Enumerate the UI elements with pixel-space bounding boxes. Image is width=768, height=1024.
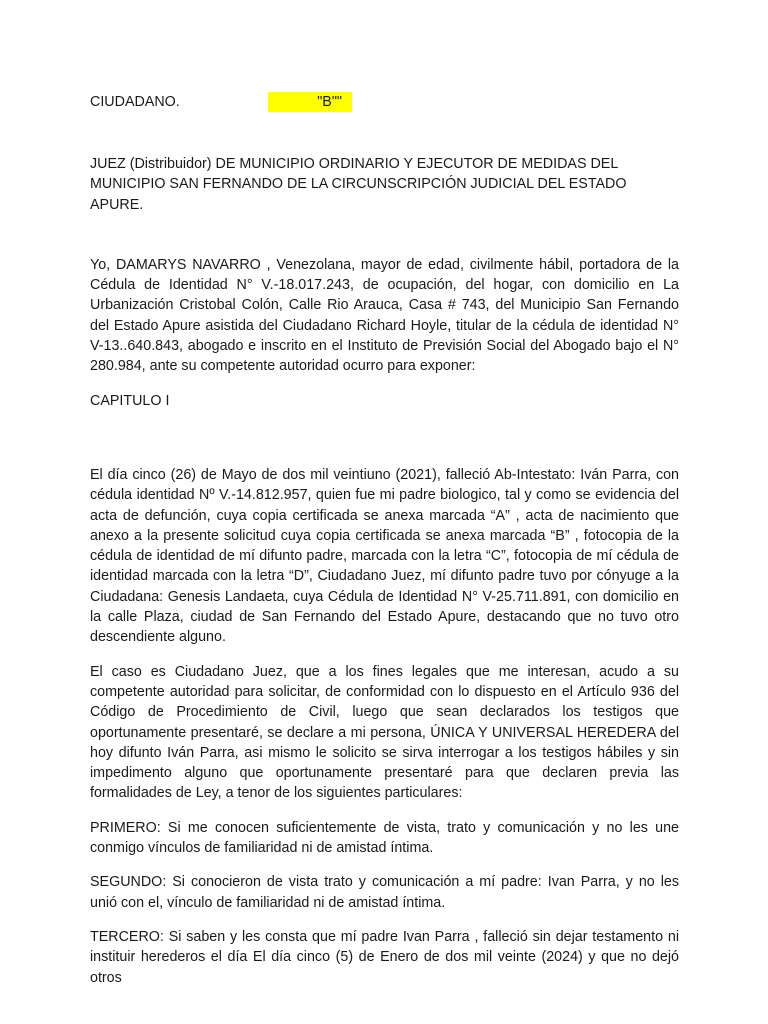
addressee-line [90, 92, 679, 112]
facts-paragraph: El día cinco (26) de Mayo de dos mil veintiuno (2021), falleció Ab-Intestato: Iván Parra, con cédula identidad Nº V.-14.812.957, quien fue mi padre biologico, tal y como se evidencia del acta de defunción, cuya copia certificada se anexa marcada “A” , acta de nacimiento que anexo a la presente solicitud cuya copia certificada se anexa marcada “B” , fotocopia de la cédula de identidad de mí difunto padre, marcada con la letra “C”, fotocopia de mí cédula de identidad marcada con la letra “D”, Ciudadano Juez, mí difunto padre tuvo por cónyuge a la Ciudadana: Genesis Landaeta, cuya Cédula de Identidad N° V-25.711.891, con domicilio en la calle Plaza, ciudad de San Fernando del Estado Apure, destacando que no tuvo otro descendiente alguno. [90, 466, 679, 646]
question-segundo: SEGUNDO: Si conocieron de vista trato y comunicación a mí padre: Ivan Parra, y no les unió con el, vínculo de familiaridad ni de amistad íntima. [90, 874, 679, 911]
document-page [90, 92, 679, 988]
case-paragraph: El caso es Ciudadano Juez, que a los fines legales que me interesan, acudo a su competente autoridad para solicitar, de conformidad con lo dispuesto en el Artículo 936 del Código de Procedimiento de Civil, luego que sean declarados los testigos que oportunamente presentaré, se declare a mi persona, ÚNICA Y UNIVERSAL HEREDERA del hoy difunto Iván Parra, asi mismo le solicito se sirva interrogar a los testigos hábiles y sin impedimento alguno que oportunamente presentaré para que declaren previa las formalidades de Ley, a tenor de los siguientes particulares: [90, 663, 679, 802]
addressee-label: CIUDADANO. [90, 94, 180, 110]
question-primero: PRIMERO: Si me conocen suficientemente de vista, trato y comunicación y no les une conmigo vínculos de familiaridad ni de amistad íntima. [90, 819, 679, 857]
highlighted-annex-mark: "B"" [268, 92, 352, 112]
intro-paragraph: Yo, DAMARYS NAVARRO , Venezolana, mayor de edad, civilmente hábil, portadora de la Cédula de Identidad N° V.-18.017.243, de ocupación, del hogar, con domicilio en La Urbanización Cristobal Colón, Calle Rio Arauca, Casa # 743, del Municipio San Fernando del Estado Apure asistida del Ciudadano Richard Hoyle, titular de la cédula de identidad N° V-13..640.843, abogado e inscrito en el Instituto de Previsión Social del Abogado bajo el N° 280.984, ante su competente autoridad ocurro para exponer: [90, 256, 679, 375]
court-heading: JUEZ (Distribuidor) DE MUNICIPIO ORDINARIO Y EJECUTOR DE MEDIDAS DEL MUNICIPIO SAN FERNANDO DE LA CIRCUNSCRIPCIÓN JUDICIAL DEL ESTADO APURE. [90, 156, 627, 213]
chapter-heading: CAPITULO I [90, 392, 170, 409]
question-tercero: TERCERO: Si saben y les consta que mí padre Ivan Parra , falleció sin dejar testamento ni instituir herederos el día El día cinco (5) de Enero de dos mil veinte (2024) y que no dejó otros [90, 928, 679, 986]
